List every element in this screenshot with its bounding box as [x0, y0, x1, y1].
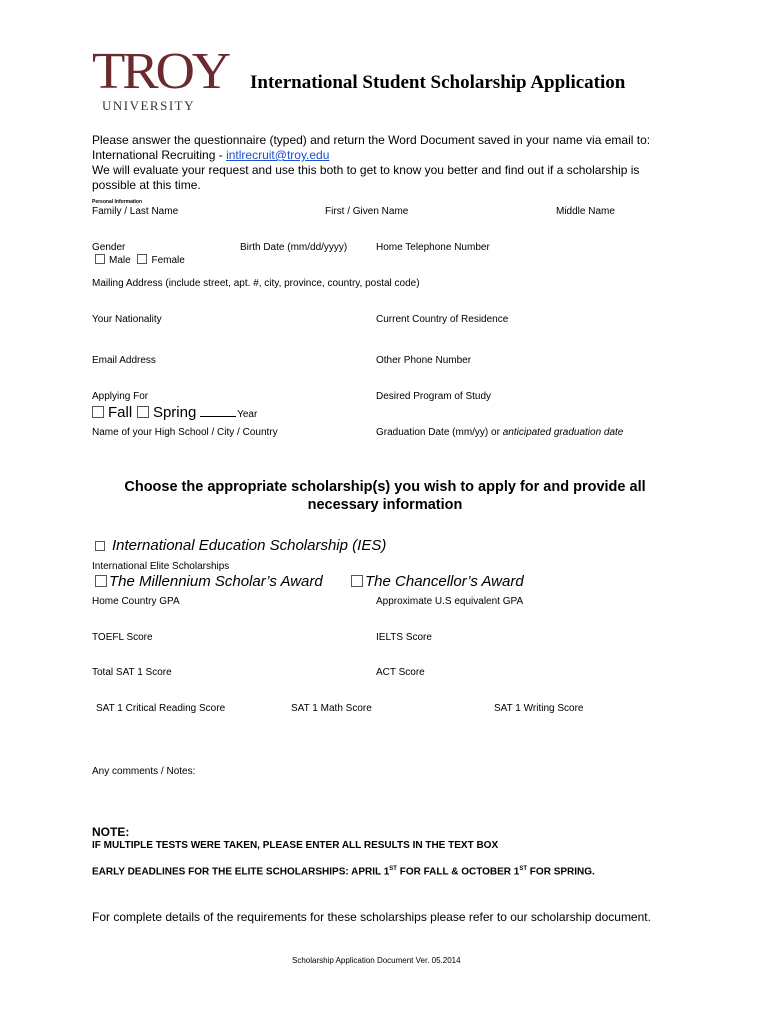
recruit-email-link[interactable]: intlrecruit@troy.edu [226, 148, 330, 162]
high-school-label: Name of your High School / City / Country [92, 427, 278, 438]
troy-university-logo [92, 43, 229, 118]
intro-line-2-prefix: International Recruiting - [92, 148, 227, 162]
deadline-text-b: FOR FALL & OCTOBER 1 [396, 866, 520, 878]
chancellor-label: The Chancellor’s Award [365, 573, 524, 590]
document-version-footer: Scholarship Application Document Ver. 05.2014 [292, 956, 461, 965]
note-multiple-tests: IF MULTIPLE TESTS WERE TAKEN, PLEASE ENTER ALL RESULTS IN THE TEXT BOX [92, 840, 499, 851]
us-gpa-label: Approximate U.S equivalent GPA [376, 596, 524, 607]
residence-label: Current Country of Residence [376, 314, 509, 325]
deadline-sup-2: ST [519, 866, 528, 872]
email-label: Email Address [92, 355, 156, 366]
note-heading: NOTE: [92, 825, 130, 839]
sat-reading-label: SAT 1 Critical Reading Score [96, 703, 226, 714]
mailing-address-label: Mailing Address (include street, apt. #, city, province, country, postal code) [92, 278, 420, 289]
gender-options [95, 254, 185, 266]
chancellor-option [351, 573, 524, 591]
gender-label: Gender [92, 242, 126, 253]
millennium-checkbox[interactable] [95, 575, 107, 587]
family-name-label: Family / Last Name [92, 206, 179, 217]
millennium-label: The Millennium Scholar’s Award [109, 573, 323, 590]
elite-scholarships-label: International Elite Scholarships [92, 561, 230, 572]
sat-total-label: Total SAT 1 Score [92, 667, 172, 678]
act-label: ACT Score [376, 667, 425, 678]
spring-label: Spring [152, 404, 197, 421]
home-phone-label: Home Telephone Number [376, 242, 490, 253]
fall-checkbox[interactable] [92, 406, 104, 418]
first-name-label: First / Given Name [325, 206, 409, 217]
middle-name-label: Middle Name [556, 206, 615, 217]
female-checkbox[interactable] [137, 254, 147, 264]
fall-label: Fall [108, 404, 133, 421]
ies-checkbox[interactable] [95, 541, 105, 551]
sat-writing-label: SAT 1 Writing Score [494, 703, 584, 714]
note-early-deadlines [92, 866, 595, 877]
intro-line-1: Please answer the questionnaire (typed) and return the Word Document saved in your name via email to: [92, 133, 651, 147]
year-label: Year [237, 409, 258, 420]
graduation-label-prefix: Graduation Date (mm/yy) or [376, 427, 503, 438]
term-options [92, 404, 257, 421]
year-blank[interactable] [200, 408, 236, 417]
sat-math-label: SAT 1 Math Score [291, 703, 372, 714]
logo-wordmark: TROY [92, 43, 229, 100]
nationality-label: Your Nationality [92, 314, 162, 325]
other-phone-label: Other Phone Number [376, 355, 472, 366]
comments-label: Any comments / Notes: [92, 766, 196, 777]
deadline-sup-1: ST [389, 866, 397, 872]
female-label: Female [151, 255, 185, 266]
section-personal-info: Personal Information [92, 199, 143, 205]
scholarship-heading-line-1: Choose the appropriate scholarship(s) you wish to apply for and provide all [124, 479, 646, 495]
intro-line-2 [92, 148, 329, 163]
male-checkbox[interactable] [95, 254, 105, 264]
home-gpa-label: Home Country GPA [92, 596, 180, 607]
ielts-label: IELTS Score [376, 632, 432, 643]
birth-date-label: Birth Date (mm/dd/yyyy) [240, 242, 348, 253]
graduation-label-italic: anticipated graduation date [502, 427, 624, 438]
toefl-label: TOEFL Score [92, 632, 153, 643]
logo-subtitle: UNIVERSITY [102, 98, 195, 113]
intro-line-3: We will evaluate your request and use this both to get to know you better and find out if a scholarship is [92, 163, 640, 177]
millennium-option [95, 573, 323, 591]
deadline-text-c: FOR SPRING. [527, 866, 595, 878]
male-label: Male [109, 255, 131, 266]
document-title: International Student Scholarship Application [250, 72, 626, 93]
deadline-text-a: EARLY DEADLINES FOR THE ELITE SCHOLARSHIPS: APRIL 1 [92, 866, 390, 878]
program-label: Desired Program of Study [376, 391, 492, 402]
chancellor-checkbox[interactable] [351, 575, 363, 587]
ies-label: International Education Scholarship (IES) [112, 537, 387, 554]
scholarship-heading-line-2: necessary information [307, 497, 463, 513]
graduation-label [376, 427, 623, 438]
intro-line-4: possible at this time. [92, 178, 201, 192]
spring-checkbox[interactable] [137, 406, 149, 418]
applying-for-label: Applying For [92, 391, 149, 402]
details-text: For complete details of the requirements for these scholarships please refer to our scholarship document. [92, 910, 651, 924]
ies-option [95, 537, 386, 555]
